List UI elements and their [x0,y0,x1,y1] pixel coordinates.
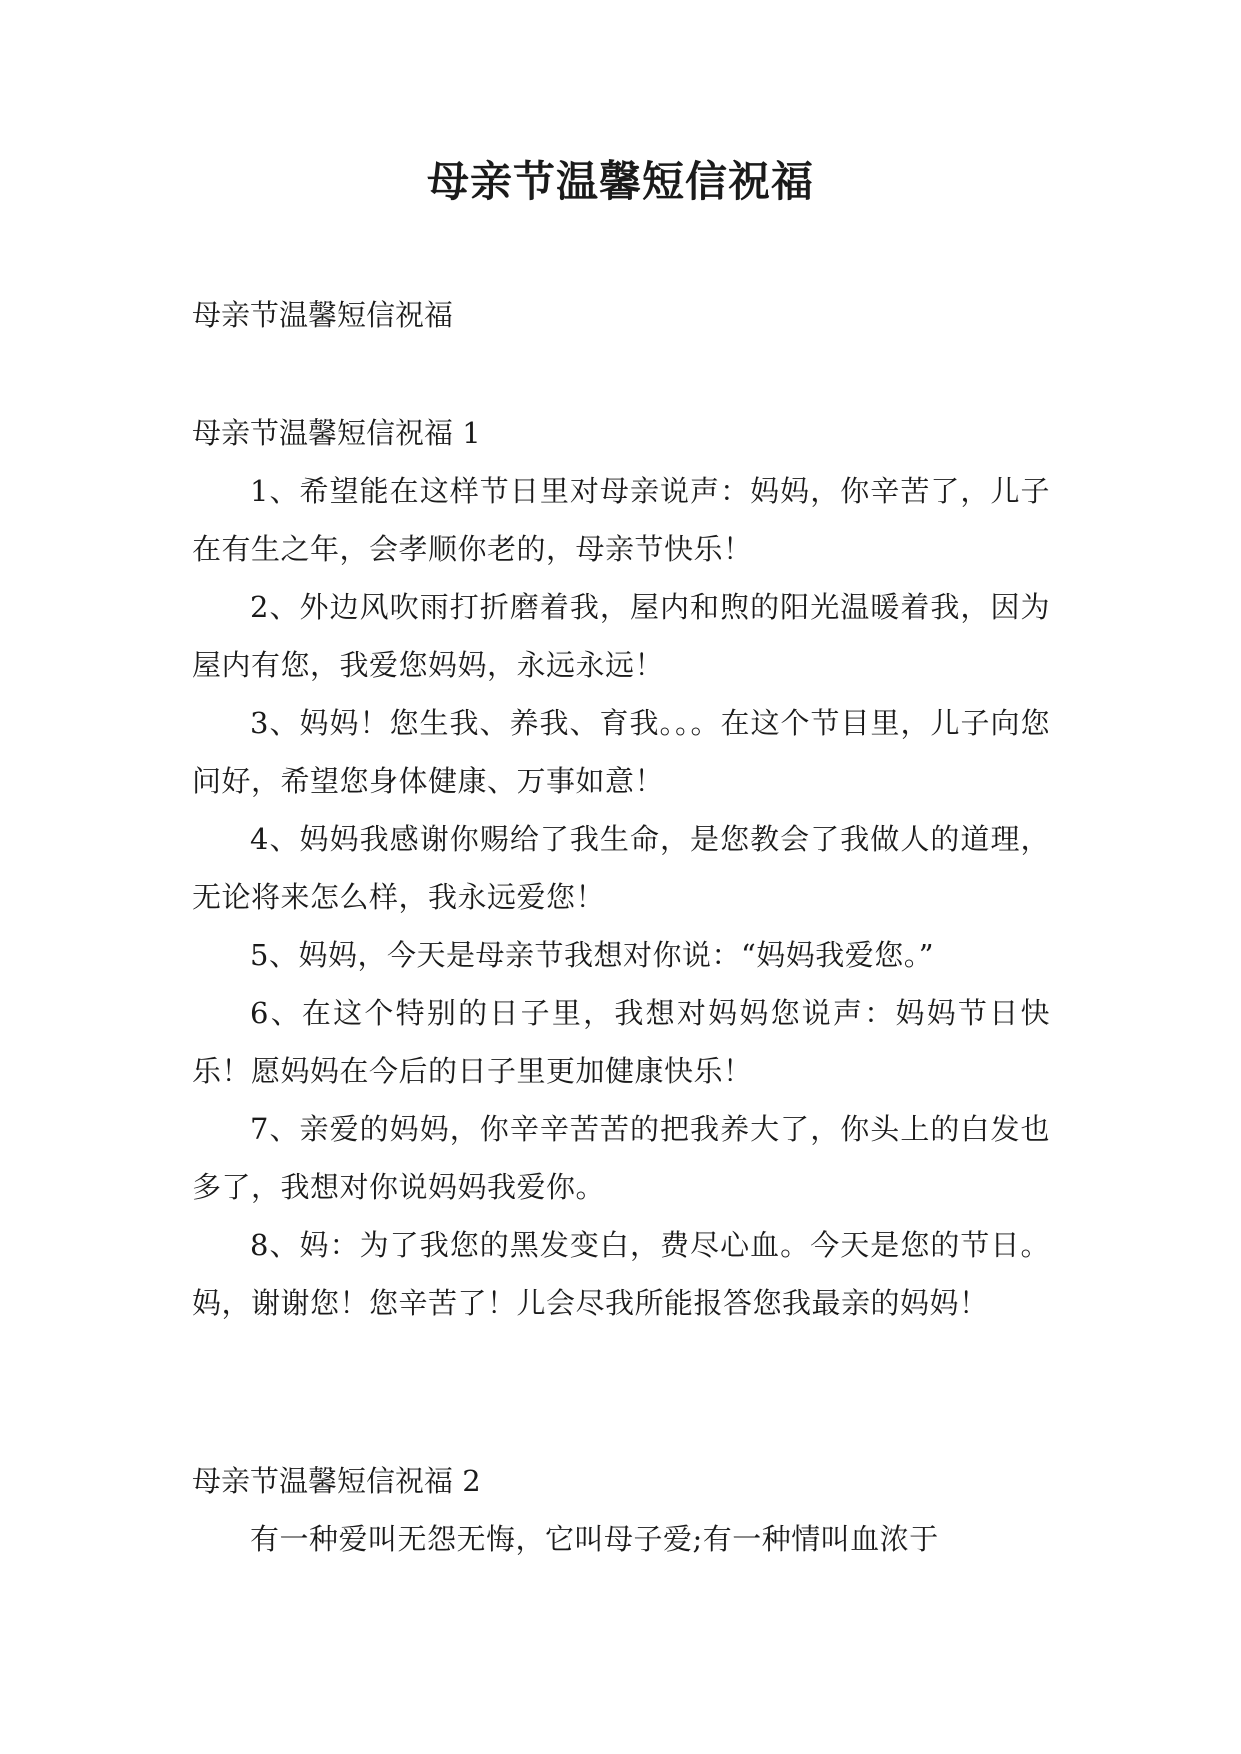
section-1 [192,404,1050,1332]
wish-item-1: 1、希望能在这样节日里对母亲说声：妈妈，你辛苦了，儿子在有生之年，会孝顺你老的，母亲节快乐！ [192,474,1050,566]
section-1-heading: 母亲节温馨短信祝福 1 [192,416,481,450]
section-2 [192,1452,1050,1568]
wish-item-8: 8、妈：为了我您的黑发变白，费尽心血。今天是您的节日。妈，谢谢您！您辛苦了！儿会尽我所能报答您我最亲的妈妈！ [192,1228,1050,1320]
wish-item-6: 6、在这个特别的日子里，我想对妈妈您说声：妈妈节日快乐！愿妈妈在今后的日子里更加健康快乐！ [192,996,1050,1088]
section-2-heading: 母亲节温馨短信祝福 2 [192,1464,481,1498]
document-title: 母亲节温馨短信祝福 [426,157,814,206]
wish-item-7: 7、亲爱的妈妈，你辛辛苦苦的把我养大了，你头上的白发也多了，我想对你说妈妈我爱你。 [192,1112,1050,1204]
wish-item-5: 5、妈妈，今天是母亲节我想对你说：“妈妈我爱您。” [250,938,935,972]
wish-item-2: 2、外边风吹雨打折磨着我，屋内和煦的阳光温暖着我，因为屋内有您，我爱您妈妈，永远永远！ [192,590,1050,682]
section-2-intro: 有一种爱叫无怨无悔，它叫母子爱;有一种情叫血浓于 [250,1522,939,1556]
wish-item-3: 3、妈妈！您生我、养我、育我。。。在这个节目里，儿子向您问好，希望您身体健康、万事如意！ [192,706,1050,798]
wish-item-4: 4、妈妈我感谢你赐给了我生命，是您教会了我做人的道理，无论将来怎么样，我永远爱您！ [192,822,1050,914]
document-subtitle: 母亲节温馨短信祝福 [192,298,454,332]
